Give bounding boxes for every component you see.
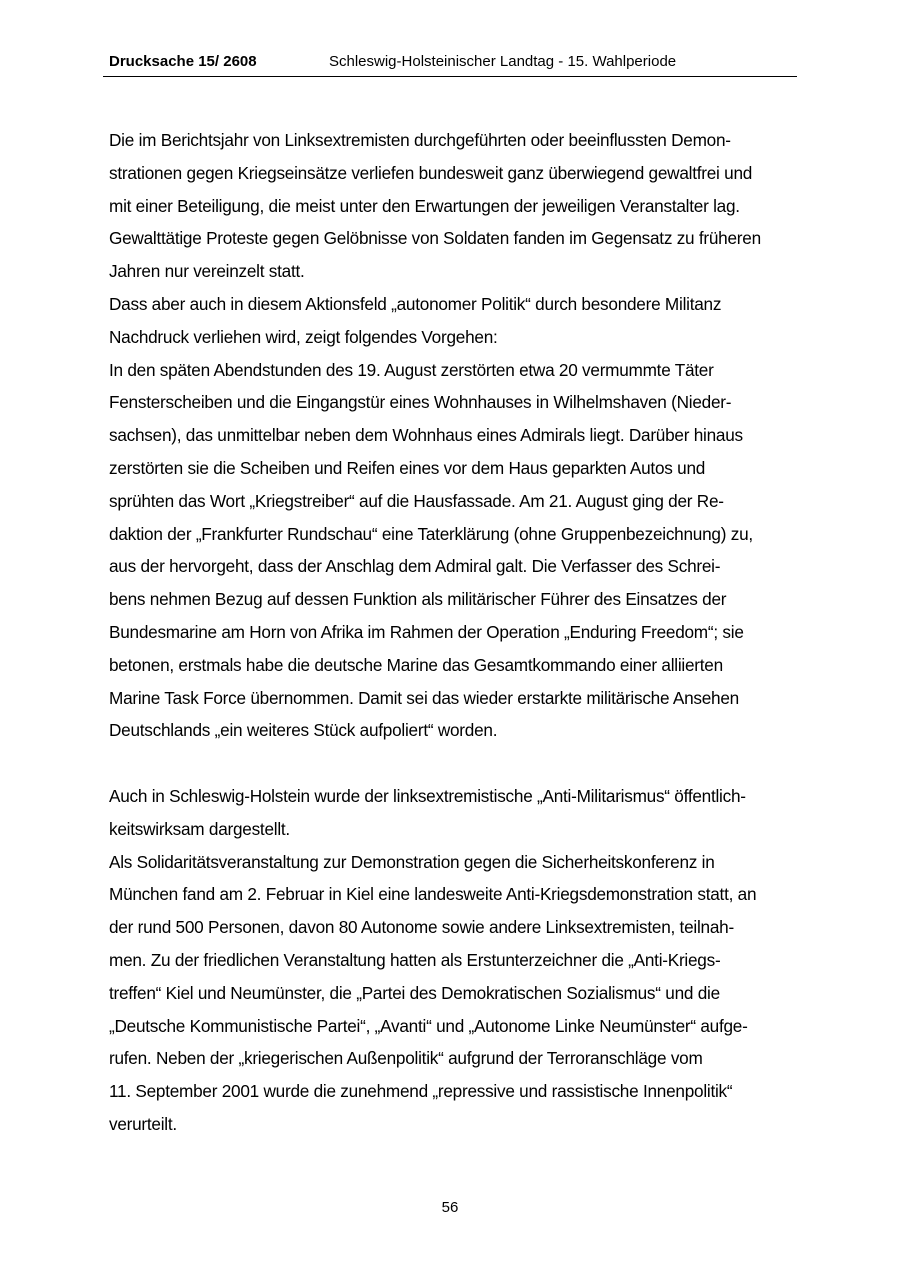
text-line: sachsen), das unmittelbar neben dem Wohnhaus eines Admirals liegt. Darüber hinaus xyxy=(109,425,743,446)
document-body xyxy=(109,124,799,1141)
text-line: München fand am 2. Februar in Kiel eine landesweite Anti-Kriegsdemonstration statt, an xyxy=(109,884,757,905)
text-line: 11. September 2001 wurde die zunehmend „repressive und rassistische Innenpolitik“ xyxy=(109,1081,733,1102)
text-line: Marine Task Force übernommen. Damit sei das wieder erstarkte militärische Ansehen xyxy=(109,687,739,708)
text-line: betonen, erstmals habe die deutsche Marine das Gesamtkommando einer alliierten xyxy=(109,654,723,675)
paragraph xyxy=(109,354,799,748)
text-line: Die im Berichtsjahr von Linksextremisten durchgeführten oder beeinflussten Demon- xyxy=(109,130,731,150)
text-line: sprühten das Wort „Kriegstreiber“ auf die Hausfassade. Am 21. August ging der Re- xyxy=(109,490,724,511)
text-line: Bundesmarine am Horn von Afrika im Rahmen der Operation „Enduring Freedom“; sie xyxy=(109,621,744,642)
text-line: zerstörten sie die Scheiben und Reifen eines vor dem Haus geparkten Autos und xyxy=(109,457,706,478)
document-number: Drucksache 15/ 2608 xyxy=(109,53,257,70)
text-line: „Deutsche Kommunistische Partei“, „Avanti“ und „Autonome Linke Neumünster“ aufge- xyxy=(109,1015,748,1036)
text-line: keitswirksam dargestellt. xyxy=(109,818,290,839)
text-line: Gewalttätige Proteste gegen Gelöbnisse von Soldaten fanden im Gegensatz zu früheren xyxy=(109,228,761,249)
text-line: bens nehmen Bezug auf dessen Funktion als militärischer Führer des Einsatzes der xyxy=(109,589,727,610)
paragraph xyxy=(109,124,799,288)
text-line: aus der hervorgeht, dass der Anschlag dem Admiral galt. Die Verfasser des Schrei- xyxy=(109,556,721,577)
text-line: mit einer Beteiligung, die meist unter den Erwartungen der jeweiligen Veranstalter lag. xyxy=(109,195,740,216)
text-line: Deutschlands „ein weiteres Stück aufpoliert“ worden. xyxy=(109,720,498,741)
text-line: der rund 500 Personen, davon 80 Autonome sowie andere Linksextremisten, teilnah- xyxy=(109,917,734,938)
text-line: Fensterscheiben und die Eingangstür eines Wohnhauses in Wilhelmshaven (Nieder- xyxy=(109,392,732,413)
text-line: Jahren nur vereinzelt statt. xyxy=(109,261,305,282)
paragraph xyxy=(109,846,799,1141)
paragraph xyxy=(109,780,799,846)
page-header xyxy=(103,52,797,77)
page-number: 56 xyxy=(441,1199,459,1216)
text-line: verurteilt. xyxy=(109,1113,177,1134)
header-title: Schleswig-Holsteinischer Landtag - 15. Wahlperiode xyxy=(329,53,677,70)
text-line: Als Solidaritätsveranstaltung zur Demonstration gegen die Sicherheitskonferenz in xyxy=(109,851,715,872)
text-line: Auch in Schleswig-Holstein wurde der linksextremistische „Anti-Militarismus“ öffentlich- xyxy=(109,785,746,806)
text-line: Nachdruck verliehen wird, zeigt folgendes Vorgehen: xyxy=(109,326,498,347)
text-line: daktion der „Frankfurter Rundschau“ eine Taterklärung (ohne Gruppenbezeichnung) zu, xyxy=(109,523,753,544)
text-line: rufen. Neben der „kriegerischen Außenpolitik“ aufgrund der Terroranschläge vom xyxy=(109,1048,703,1069)
paragraph-gap xyxy=(109,747,799,780)
paragraph xyxy=(109,288,799,354)
text-line: strationen gegen Kriegseinsätze verliefen bundesweit ganz überwiegend gewaltfrei und xyxy=(109,162,753,183)
text-line: In den späten Abendstunden des 19. August zerstörten etwa 20 vermummte Täter xyxy=(109,359,714,380)
text-line: Dass aber auch in diesem Aktionsfeld „autonomer Politik“ durch besondere Militanz xyxy=(109,293,722,314)
text-line: treffen“ Kiel und Neumünster, die „Partei des Demokratischen Sozialismus“ und die xyxy=(109,982,720,1003)
text-line: men. Zu der friedlichen Veranstaltung hatten als Erstunterzeichner die „Anti-Kriegs- xyxy=(109,949,721,970)
